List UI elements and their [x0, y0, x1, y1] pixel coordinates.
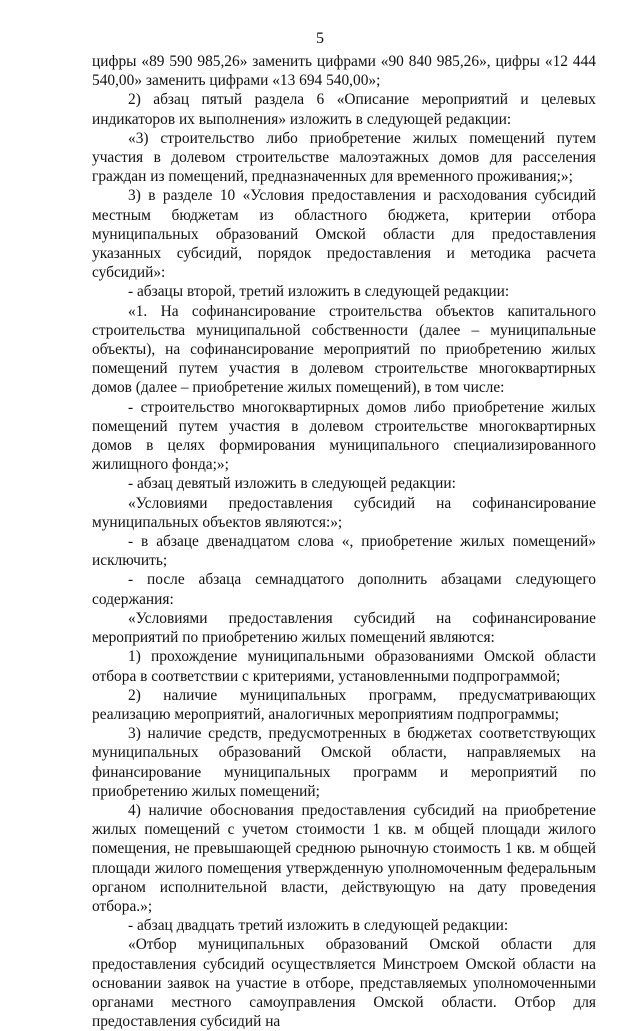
- paragraph-p15: 3) наличие средств, предусмотренных в бюджетах соответствующих муниципальных образований Омской области, направляемых на финансирование муниципальных программ и мероприятий по приобретению жилых помещений;: [92, 725, 596, 800]
- paragraph-p14: 2) наличие муниципальных программ, предусматривающих реализацию мероприятий, аналогичных мероприятиям подпрограммы;: [92, 686, 596, 723]
- paragraph-p13: 1) прохождение муниципальными образованиями Омской области отбора в соответствии с критериями, установленными подпрограммой;: [92, 648, 596, 685]
- paragraph-p09: «Условиями предоставления субсидий на софинансирование муниципальных объектов являются:»;: [92, 494, 596, 531]
- paragraph-p16: 4) наличие обоснования предоставления субсидий на приобретение жилых помещений с учетом стоимости 1 кв. м общей площади жилого помещения, не превышающей среднюю рыночную стоимость 1 кв. м общей площади жилого помещения утвержденную уполномоченным федеральным органом исполнительной власти, действующую на дату проведения отбора.»;: [92, 801, 596, 915]
- paragraph-p02: 2) абзац пятый раздела 6 «Описание мероприятий и целевых индикаторов их выполнения» изложить в следующей редакции:: [92, 91, 596, 128]
- paragraph-p17: - абзац двадцать третий изложить в следующей редакции:: [128, 917, 509, 935]
- paragraph-p04: 3) в разделе 10 «Условия предоставления и расходования субсидий местным бюджетам из областного бюджета, критерии отбора муниципальных образований Омской области для предоставления указанных субсидий, порядок предоставления и методика расчета субсидий»:: [92, 187, 596, 282]
- paragraph-p06: «1. На софинансирование строительства объектов капитального строительства муниципальной собственности (далее – муниципальные объекты), на софинансирование мероприятий по приобретению жилых помещений путем участия в долевом строительстве многоквартирных домов (далее – приобретение жилых помещений), в том числе:: [92, 302, 596, 397]
- paragraph-p01: цифры «89 590 985,26» заменить цифрами «90 840 985,26», цифры «12 444 540,00» заменить цифрами «13 694 540,00»;: [92, 53, 596, 90]
- paragraph-p05: - абзацы второй, третий изложить в следующей редакции:: [128, 283, 510, 301]
- paragraph-p03: «3) строительство либо приобретение жилых помещений путем участия в долевом строительстве малоэтажных домов для расселения граждан из помещений, предназначенных для временного проживания;»;: [92, 129, 596, 186]
- paragraph-p12: «Условиями предоставления субсидий на софинансирование мероприятий по приобретению жилых помещений являются:: [92, 609, 596, 647]
- page-number: 5: [316, 30, 324, 47]
- paragraph-p18: «Отбор муниципальных образований Омской области для предоставления субсидий осуществляется Минстроем Омской области на основании заявок на участие в отборе, представляемых уполномоченными органами местного самоуправления Омской области. Отбор для предоставления субсидий на: [92, 936, 596, 1031]
- paragraph-p11: - после абзаца семнадцатого дополнить абзацами следующего содержания:: [92, 571, 596, 608]
- paragraph-p08: - абзац девятый изложить в следующей редакции:: [128, 475, 456, 493]
- paragraph-p07: - строительство многоквартирных домов либо приобретение жилых помещений путем участия в долевом строительстве многоквартирных домов в целях формирования муниципального специализированного жилищного фонда;»;: [92, 398, 596, 474]
- paragraph-p10: - в абзаце двенадцатом слова «, приобретение жилых помещений» исключить;: [92, 533, 596, 570]
- document-body: [92, 52, 596, 1031]
